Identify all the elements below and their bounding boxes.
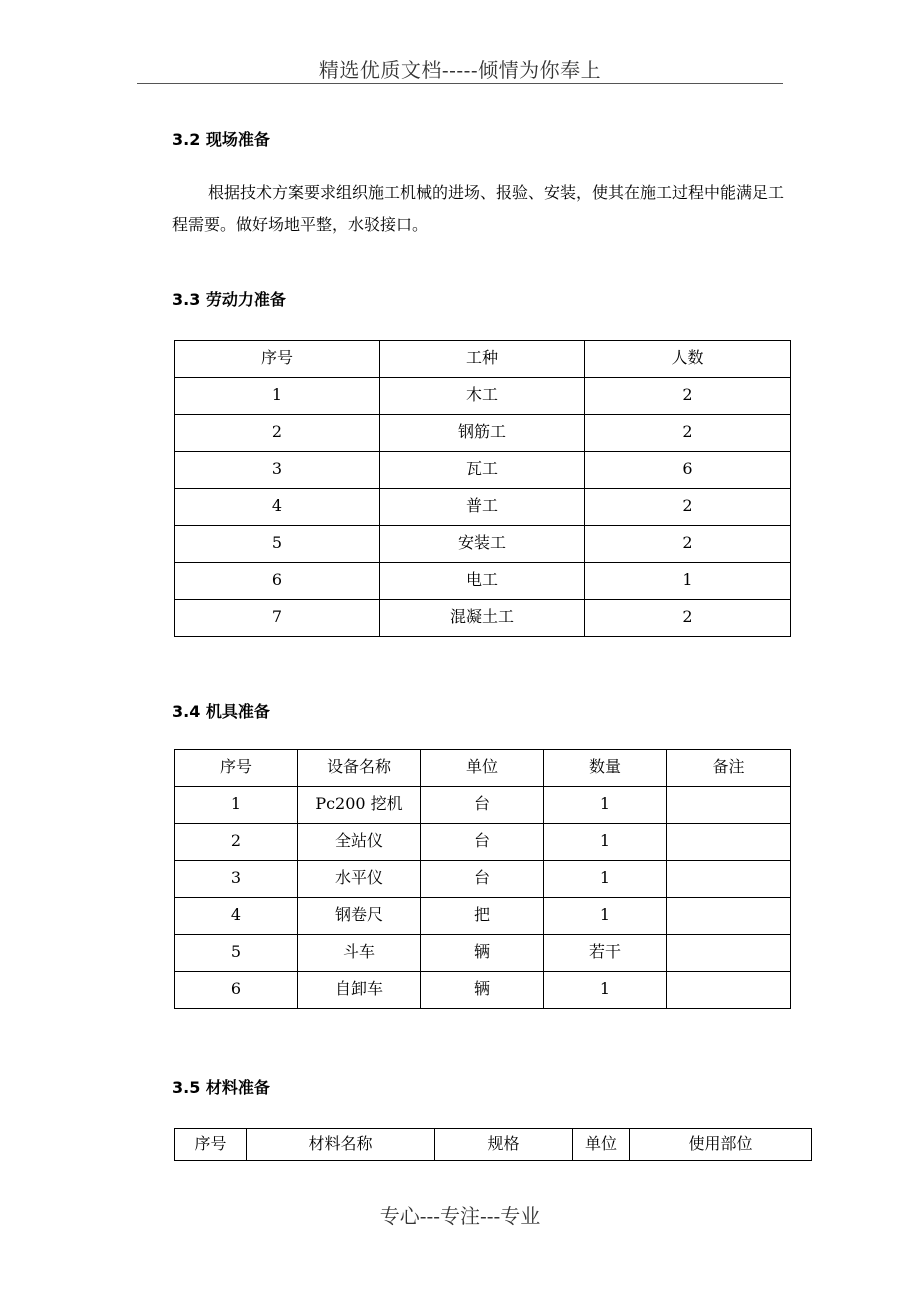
table-cell: 台	[421, 824, 544, 861]
table-cell: 瓦工	[380, 452, 585, 489]
table-row	[175, 935, 791, 972]
table-cell: 5	[175, 526, 380, 563]
section-3-2-title: 3.2 现场准备	[172, 130, 270, 149]
page-footer: 专心---专注---专业	[379, 1204, 541, 1228]
table-cell: 1	[544, 861, 667, 898]
table-row	[175, 415, 791, 452]
header-cell: 材料名称	[247, 1129, 435, 1161]
header-cell: 序号	[175, 341, 380, 378]
table-cell: 电工	[380, 563, 585, 600]
table-cell	[667, 861, 791, 898]
table-cell: 4	[175, 489, 380, 526]
table-cell: 2	[585, 526, 791, 563]
header-cell: 人数	[585, 341, 791, 378]
section-3-5-title: 3.5 材料准备	[172, 1078, 270, 1097]
section-3-2-paragraph: 根据技术方案要求组织施工机械的进场、报验、安装，使其在施工过程中能满足工程需要。做好场地平整，水驳接口。	[172, 183, 785, 234]
labor-table	[174, 340, 791, 637]
table-cell: 3	[175, 452, 380, 489]
table-cell: 把	[421, 898, 544, 935]
header-divider	[137, 83, 783, 84]
table-cell: 1	[544, 898, 667, 935]
table-cell: 2	[585, 489, 791, 526]
table-cell: 1	[175, 787, 298, 824]
table-row	[175, 489, 791, 526]
table-header-row	[175, 1129, 812, 1161]
table-row	[175, 378, 791, 415]
table-cell: 斗车	[298, 935, 421, 972]
table-cell	[667, 787, 791, 824]
header-cell: 数量	[544, 750, 667, 787]
header-cell: 单位	[421, 750, 544, 787]
table-cell: 2	[175, 415, 380, 452]
table-cell: 6	[175, 972, 298, 1009]
table-cell: 钢卷尺	[298, 898, 421, 935]
table-cell	[667, 898, 791, 935]
table-cell: 2	[175, 824, 298, 861]
table-cell: Pc200 挖机	[298, 787, 421, 824]
table-header-row	[175, 750, 791, 787]
table-row	[175, 452, 791, 489]
table-cell: 普工	[380, 489, 585, 526]
table-cell: 台	[421, 861, 544, 898]
table-cell: 木工	[380, 378, 585, 415]
table-cell: 1	[544, 972, 667, 1009]
table-cell: 辆	[421, 935, 544, 972]
table-row	[175, 563, 791, 600]
header-cell: 工种	[380, 341, 585, 378]
table-cell: 台	[421, 787, 544, 824]
table-cell: 辆	[421, 972, 544, 1009]
header-cell: 序号	[175, 750, 298, 787]
table-cell: 3	[175, 861, 298, 898]
table-cell	[667, 972, 791, 1009]
table-cell: 2	[585, 415, 791, 452]
table-cell: 5	[175, 935, 298, 972]
table-cell: 1	[544, 824, 667, 861]
table-cell	[667, 935, 791, 972]
table-cell: 水平仪	[298, 861, 421, 898]
table-cell	[667, 824, 791, 861]
table-row	[175, 787, 791, 824]
section-3-4-title: 3.4 机具准备	[172, 702, 270, 721]
material-table	[174, 1128, 812, 1161]
table-cell: 6	[585, 452, 791, 489]
table-header-row	[175, 341, 791, 378]
table-cell: 4	[175, 898, 298, 935]
header-cell: 规格	[435, 1129, 573, 1161]
header-cell: 序号	[175, 1129, 247, 1161]
table-row	[175, 600, 791, 637]
table-cell: 全站仪	[298, 824, 421, 861]
header-cell: 设备名称	[298, 750, 421, 787]
table-cell: 7	[175, 600, 380, 637]
table-cell: 若干	[544, 935, 667, 972]
table-cell: 2	[585, 378, 791, 415]
table-cell: 1	[585, 563, 791, 600]
section-3-3-title: 3.3 劳动力准备	[172, 290, 286, 309]
table-cell: 1	[544, 787, 667, 824]
table-row	[175, 526, 791, 563]
table-row	[175, 824, 791, 861]
table-row	[175, 972, 791, 1009]
table-cell: 1	[175, 378, 380, 415]
table-cell: 2	[585, 600, 791, 637]
header-cell: 单位	[573, 1129, 630, 1161]
table-cell: 6	[175, 563, 380, 600]
header-cell: 使用部位	[630, 1129, 812, 1161]
table-cell: 混凝土工	[380, 600, 585, 637]
table-row	[175, 861, 791, 898]
table-cell: 安装工	[380, 526, 585, 563]
header-cell: 备注	[667, 750, 791, 787]
page-header: 精选优质文档-----倾情为你奉上	[318, 58, 602, 82]
table-cell: 钢筋工	[380, 415, 585, 452]
table-row	[175, 898, 791, 935]
table-cell: 自卸车	[298, 972, 421, 1009]
machine-table	[174, 749, 791, 1009]
